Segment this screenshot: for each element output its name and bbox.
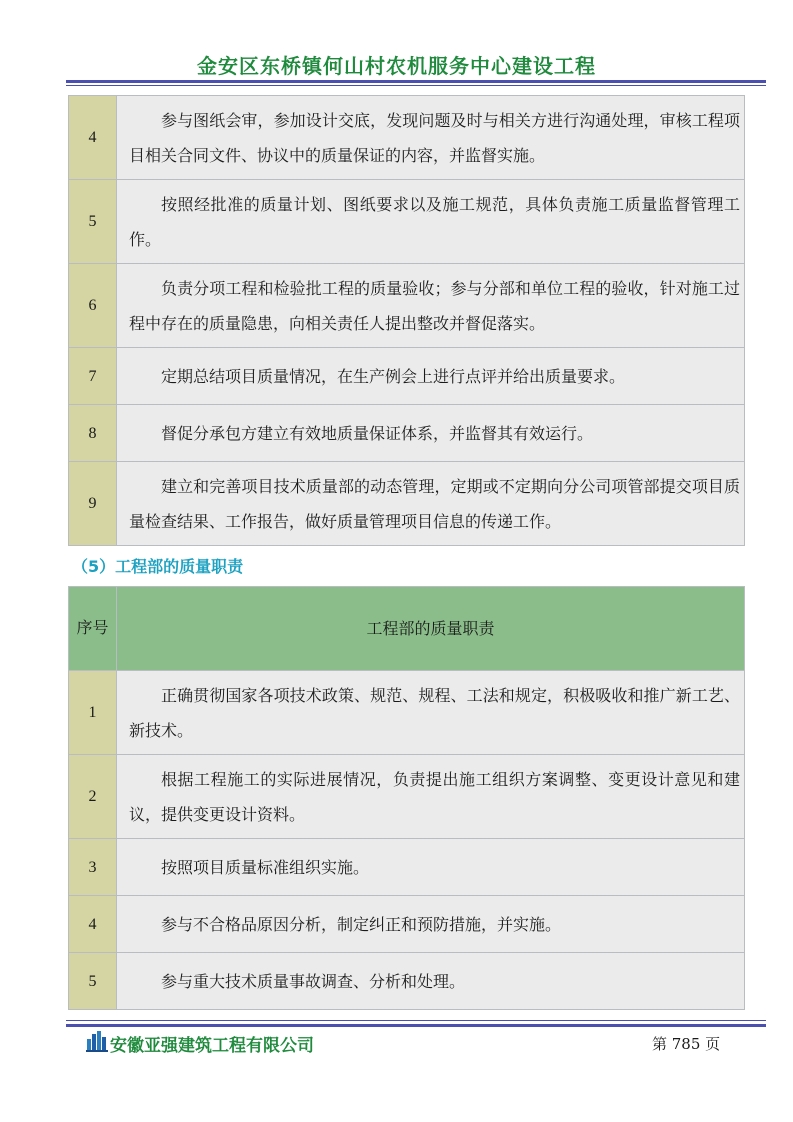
row-number: 4 [69, 896, 117, 953]
row-number: 5 [69, 953, 117, 1010]
header-serial-number: 序号 [69, 587, 117, 671]
section-heading: （5）工程部的质量职责 [72, 557, 244, 576]
row-text: 参与图纸会审，参加设计交底，发现问题及时与相关方进行沟通处理，审核工程项目相关合同文件、协议中的质量保证的内容，并监督实施。 [117, 96, 745, 180]
table-row [69, 96, 745, 180]
table-row [69, 839, 745, 896]
row-number: 5 [69, 180, 117, 264]
row-number: 6 [69, 264, 117, 348]
row-number: 7 [69, 348, 117, 405]
footer-page-number: 第 785 页 [652, 1035, 721, 1053]
table-row [69, 953, 745, 1010]
document-header-title: 金安区东桥镇何山村农机服务中心建设工程 [197, 54, 596, 78]
row-text: 定期总结项目质量情况，在生产例会上进行点评并给出质量要求。 [117, 348, 745, 405]
footer-company-name: 安徽亚强建筑工程有限公司 [110, 1036, 314, 1056]
table-row [69, 180, 745, 264]
table-row [69, 264, 745, 348]
row-text: 按照项目质量标准组织实施。 [117, 839, 745, 896]
table-row [69, 405, 745, 462]
row-text: 负责分项工程和检验批工程的质量验收；参与分部和单位工程的验收，针对施工过程中存在的质量隐患，向相关责任人提出整改并督促落实。 [117, 264, 745, 348]
footer-rule-thin [66, 1020, 766, 1021]
table-row [69, 462, 745, 546]
row-text: 建立和完善项目技术质量部的动态管理，定期或不定期向分公司项管部提交项目质量检查结果、工作报告，做好质量管理项目信息的传递工作。 [117, 462, 745, 546]
row-number: 4 [69, 96, 117, 180]
row-number: 3 [69, 839, 117, 896]
header-rule [66, 80, 766, 83]
row-text: 参与重大技术质量事故调查、分析和处理。 [117, 953, 745, 1010]
row-text: 正确贯彻国家各项技术政策、规范、规程、工法和规定，积极吸收和推广新工艺、新技术。 [117, 671, 745, 755]
building-logo-icon [86, 1030, 108, 1052]
table-row [69, 348, 745, 405]
footer-rule [66, 1024, 766, 1027]
table-row [69, 896, 745, 953]
row-number: 1 [69, 671, 117, 755]
responsibilities-table-continued [68, 95, 745, 546]
row-number: 9 [69, 462, 117, 546]
table-row [69, 755, 745, 839]
row-number: 2 [69, 755, 117, 839]
header-rule-thin [66, 85, 766, 86]
engineering-dept-quality-table [68, 586, 745, 1010]
row-text: 参与不合格品原因分析，制定纠正和预防措施，并实施。 [117, 896, 745, 953]
table-row [69, 671, 745, 755]
row-text: 督促分承包方建立有效地质量保证体系，并监督其有效运行。 [117, 405, 745, 462]
header-title-cell: 工程部的质量职责 [117, 587, 745, 671]
row-text: 根据工程施工的实际进展情况，负责提出施工组织方案调整、变更设计意见和建议，提供变更设计资料。 [117, 755, 745, 839]
table-header-row [69, 587, 745, 671]
row-number: 8 [69, 405, 117, 462]
row-text: 按照经批准的质量计划、图纸要求以及施工规范，具体负责施工质量监督管理工作。 [117, 180, 745, 264]
